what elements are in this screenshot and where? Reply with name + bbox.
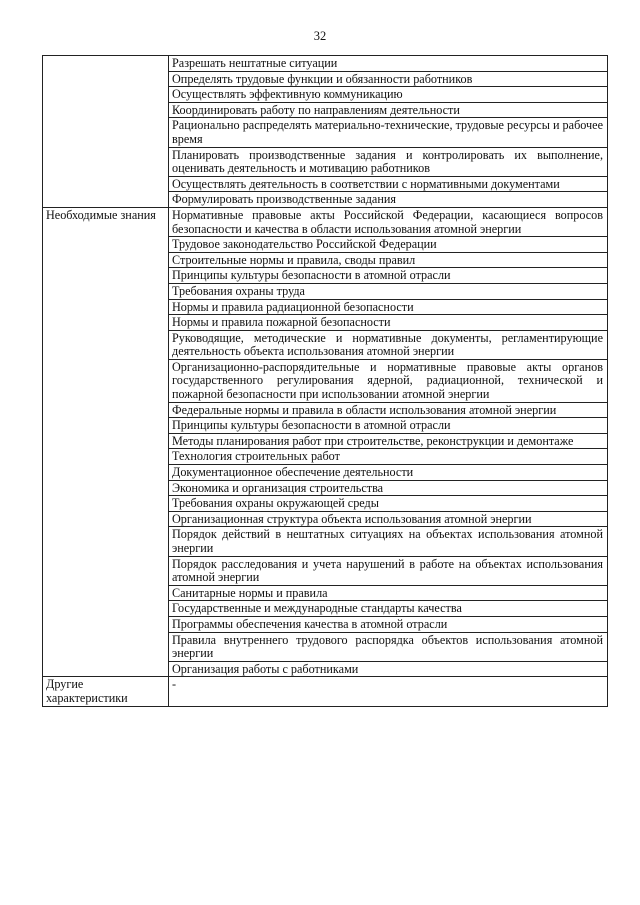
table-row: [43, 677, 608, 706]
requirement-item: Порядок расследования и учета нарушений в работе на объектах использования атомной энергии: [169, 556, 608, 585]
page-number: 32: [313, 29, 327, 43]
requirement-item: Осуществлять деятельность в соответствии с нормативными документами: [169, 176, 608, 192]
requirement-item: Государственные и международные стандарты качества: [169, 601, 608, 617]
requirement-item: Организационно-распорядительные и нормативные правовые акты органов государственного регулирования ядерной, радиационной, технической и пожарной безопасности при использовании атомной энергии: [169, 359, 608, 402]
requirement-item: Методы планирования работ при строительстве, реконструкции и демонтаже: [169, 433, 608, 449]
requirement-item: Технология строительных работ: [169, 449, 608, 465]
requirement-item: Определять трудовые функции и обязанности работников: [169, 71, 608, 87]
requirement-item: Планировать производственные задания и контролировать их выполнение, оценивать деятельность и мотивацию работников: [169, 147, 608, 176]
requirements-table-body: [43, 56, 608, 707]
requirement-item: Документационное обеспечение деятельности: [169, 465, 608, 481]
requirement-item: Трудовое законодательство Российской Федерации: [169, 237, 608, 253]
requirement-item: Руководящие, методические и нормативные документы, регламентирующие деятельность объекта использования атомной энергии: [169, 330, 608, 359]
requirement-item: Санитарные нормы и правила: [169, 585, 608, 601]
requirement-item: Порядок действий в нештатных ситуациях на объектах использования атомной энергии: [169, 527, 608, 556]
requirement-item: Нормативные правовые акты Российской Федерации, касающиеся вопросов безопасности и качества в области использования атомной энергии: [169, 207, 608, 236]
requirement-item: Программы обеспечения качества в атомной отрасли: [169, 616, 608, 632]
requirement-item: -: [169, 677, 608, 706]
requirement-item: Экономика и организация строительства: [169, 480, 608, 496]
requirement-item: Принципы культуры безопасности в атомной отрасли: [169, 418, 608, 434]
requirement-item: Нормы и правила пожарной безопасности: [169, 315, 608, 331]
table-row: [43, 56, 608, 72]
requirement-item: Принципы культуры безопасности в атомной отрасли: [169, 268, 608, 284]
requirement-item: Нормы и правила радиационной безопасности: [169, 299, 608, 315]
requirement-item: Федеральные нормы и правила в области использования атомной энергии: [169, 402, 608, 418]
table-row: [43, 207, 608, 236]
requirement-item: Строительные нормы и правила, своды правил: [169, 252, 608, 268]
requirement-item: Правила внутреннего трудового распорядка объектов использования атомной энергии: [169, 632, 608, 661]
requirement-item: Осуществлять эффективную коммуникацию: [169, 87, 608, 103]
section-label: Необходимые знания: [43, 207, 169, 676]
requirement-item: Требования охраны труда: [169, 283, 608, 299]
requirement-item: Разрешать нештатные ситуации: [169, 56, 608, 72]
requirement-item: Организация работы с работниками: [169, 661, 608, 677]
requirement-item: Организационная структура объекта использования атомной энергии: [169, 511, 608, 527]
section-label: [43, 56, 169, 208]
requirements-table: [42, 55, 608, 707]
requirement-item: Формулировать производственные задания: [169, 192, 608, 208]
requirement-item: Координировать работу по направлениям деятельности: [169, 102, 608, 118]
requirement-item: Рационально распределять материально-технические, трудовые ресурсы и рабочее время: [169, 118, 608, 147]
section-label: Другие характеристики: [43, 677, 169, 706]
requirement-item: Требования охраны окружающей среды: [169, 496, 608, 512]
